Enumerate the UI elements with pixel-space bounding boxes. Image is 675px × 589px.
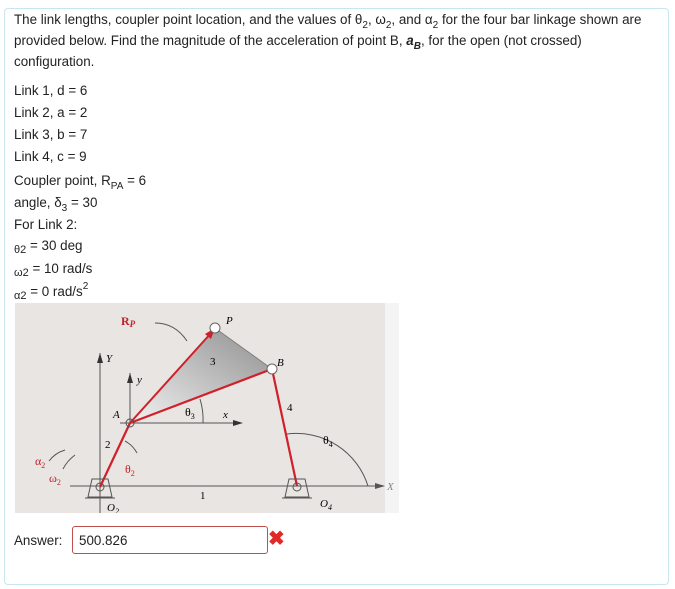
svg-text:α2: $\alpha_2$	[35, 454, 46, 470]
svg-text:X: X	[387, 481, 394, 493]
given-link1: Link 1, d = 6	[14, 83, 88, 98]
svg-text:P: P	[226, 315, 233, 327]
svg-text:RP: RP	[121, 314, 136, 329]
svg-text:x: x	[223, 409, 228, 421]
given-link2: Link 2, a = 2	[14, 105, 88, 120]
svg-text:4: 4	[287, 402, 293, 414]
incorrect-x-icon: ✖	[268, 528, 285, 550]
svg-text:O2: $O_2$	[107, 502, 119, 513]
svg-text:θ3: $\theta_3$	[185, 405, 195, 421]
svg-text:A: A	[113, 409, 120, 421]
svg-text:θ4: $\theta_4$	[323, 433, 333, 449]
given-for-link2: For Link 2:	[14, 217, 78, 232]
given-theta2: $_{\theta 2}$ = 30 deg	[14, 238, 83, 256]
svg-text:1: 1	[200, 490, 206, 502]
svg-text:B: B	[277, 357, 284, 369]
svg-text:θ2: $\theta_2$	[125, 462, 135, 478]
given-omega2: $_{\omega 2}$ = 10 rad/s	[14, 261, 93, 279]
svg-text:3: 3	[210, 356, 216, 368]
svg-text:y: y	[137, 374, 142, 386]
given-coupler: Coupler point, $R_{PA} = 6$	[14, 173, 147, 192]
given-link3: Link 3, b = 7	[14, 127, 88, 142]
answer-input[interactable]	[72, 526, 268, 554]
answer-label: Answer:	[14, 533, 63, 548]
question-prompt: The link lengths, coupler point location, and the values of $\theta_2$, $\omega_2$, and $\alpha_2$ for the four bar linkage shown are provided below. Find the magnitude of the acceleration of point B, $a_B$, for the open (not crossed) configuration.	[14, 12, 642, 69]
fourbar-linkage-figure	[15, 303, 399, 513]
given-link4: Link 4, c = 9	[14, 149, 87, 164]
svg-text:Y: Y	[106, 353, 113, 365]
svg-text:O4: $O_4$	[320, 498, 332, 512]
svg-text:ω2: $\omega_2$	[49, 471, 61, 487]
given-angle: angle, $\delta_3 = 30$	[14, 195, 98, 214]
svg-text:2: 2	[105, 439, 111, 451]
given-alpha2: $_{\alpha 2}$ = 0 rad/$s^2$	[14, 281, 89, 302]
